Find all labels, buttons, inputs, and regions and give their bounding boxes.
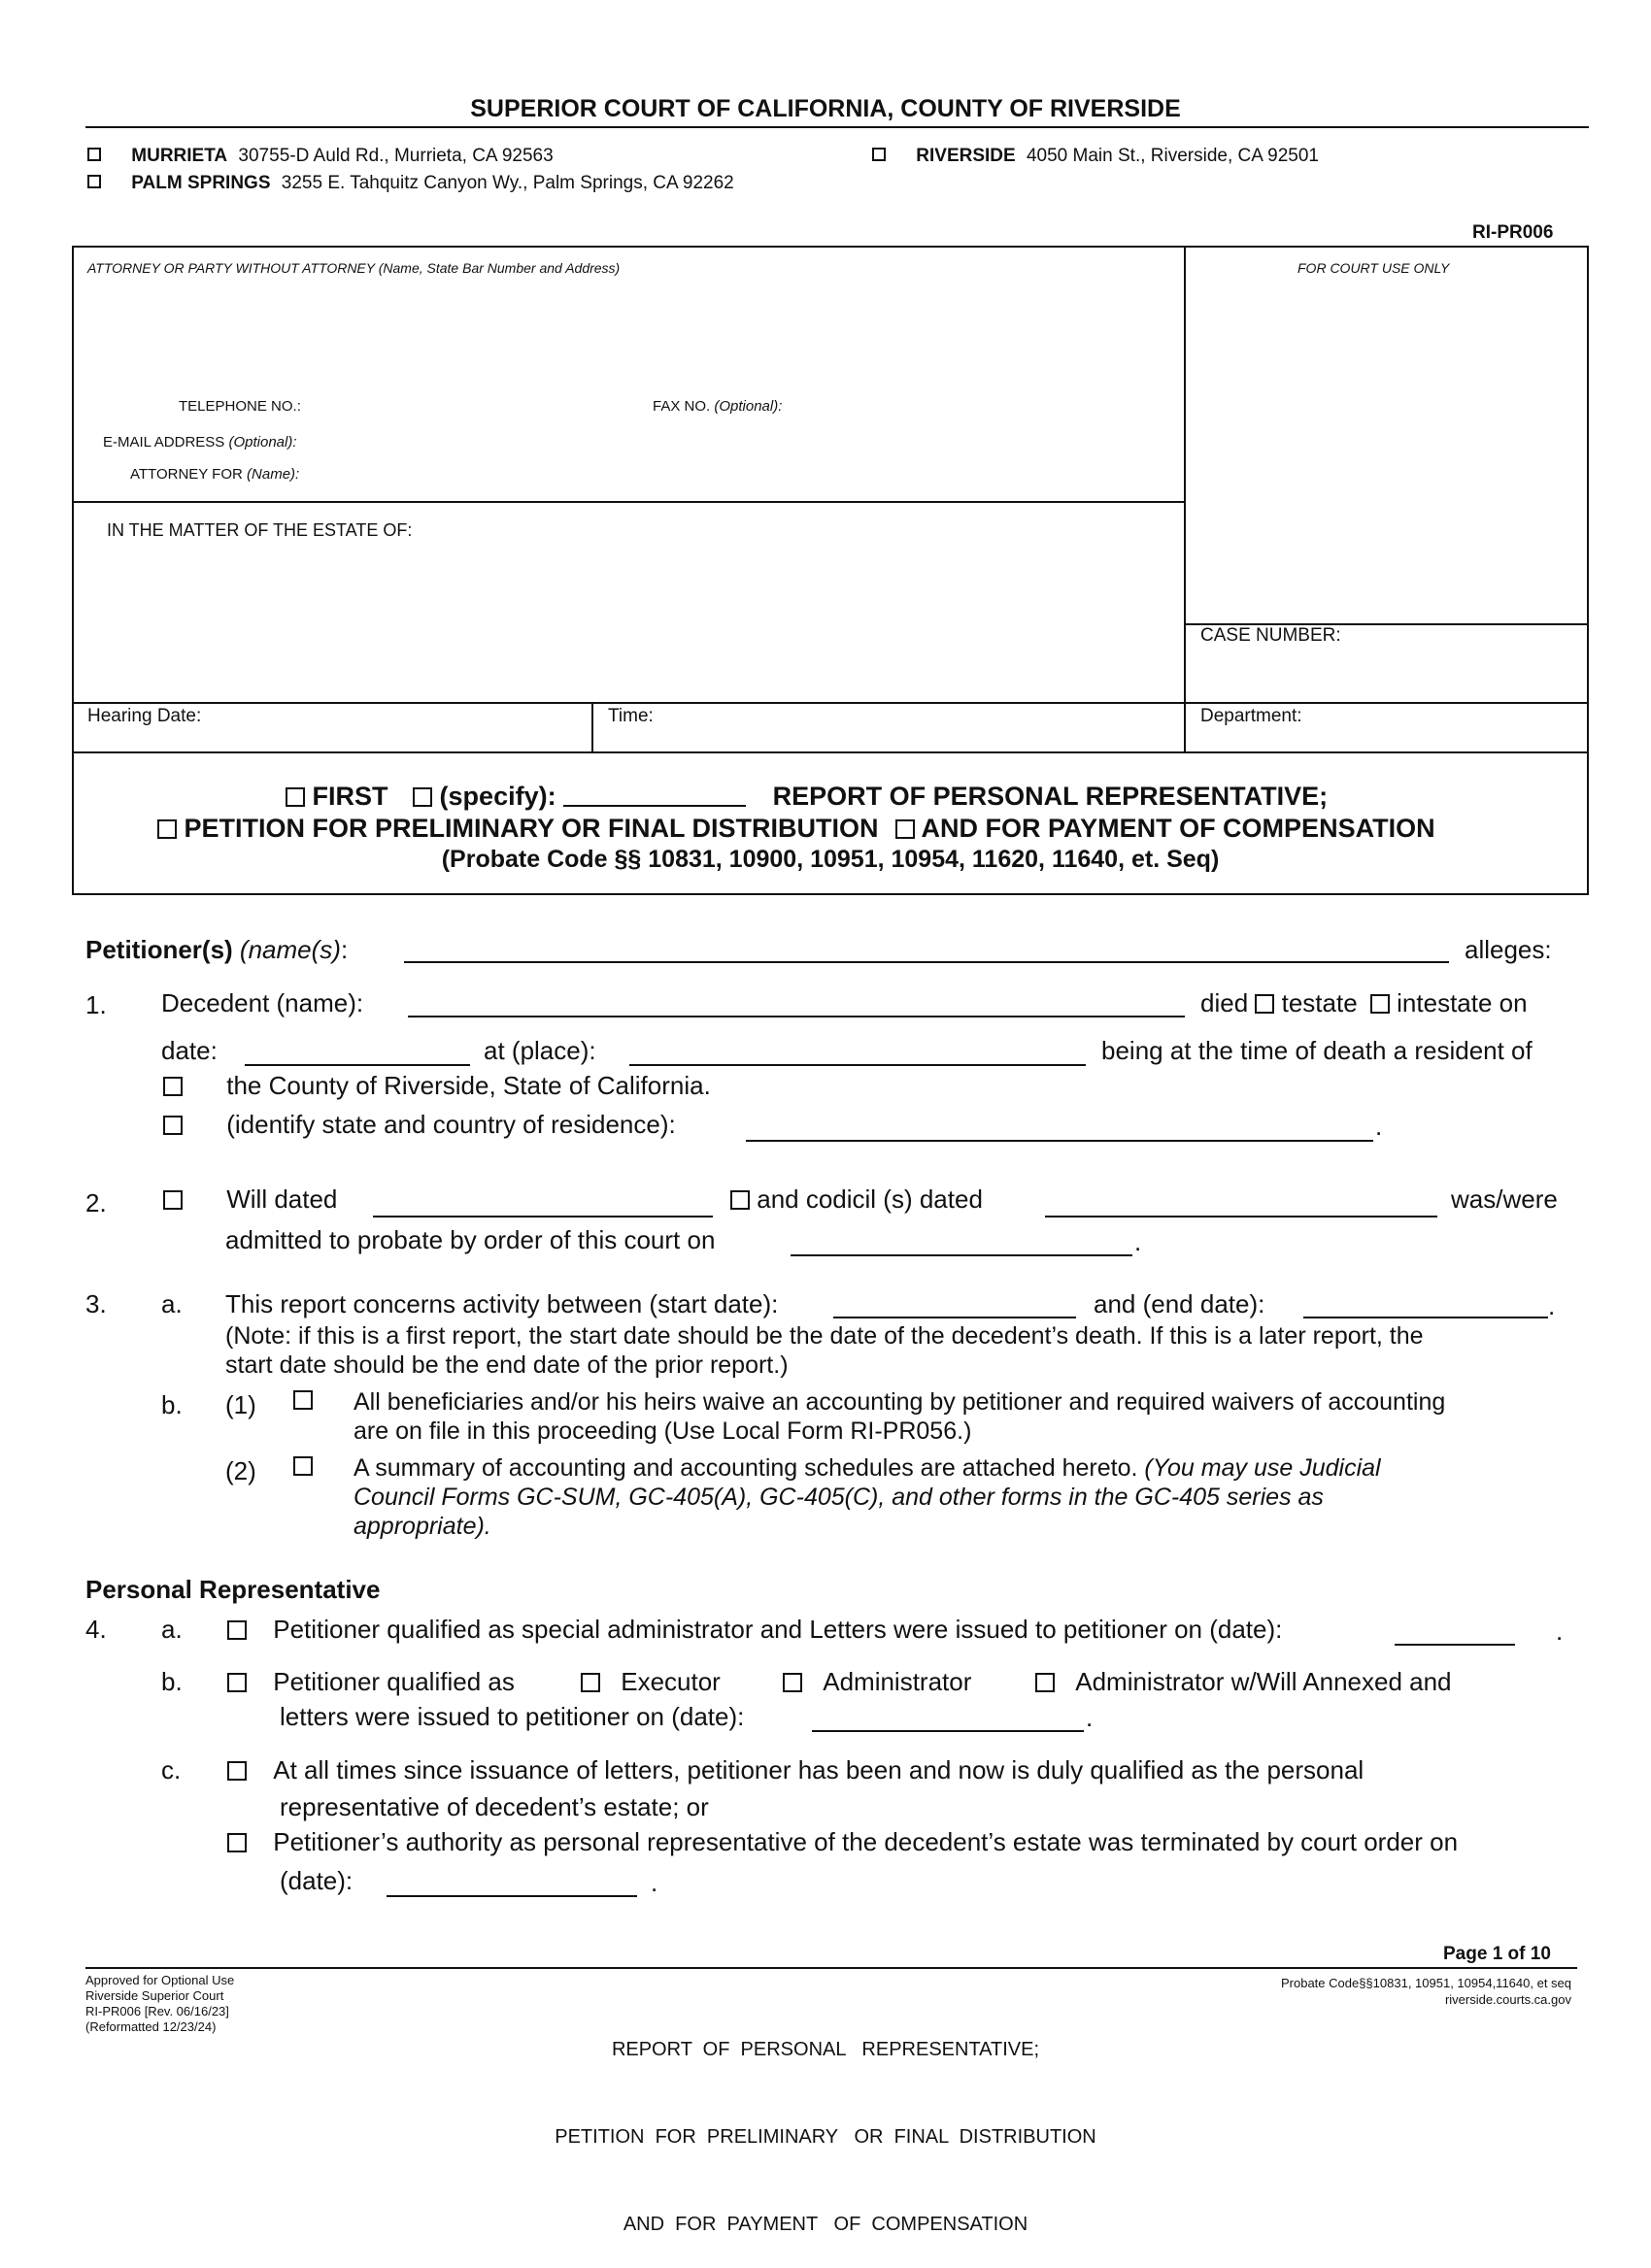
place-label: at (place): — [484, 1036, 596, 1065]
terminated-date-line[interactable] — [387, 1895, 637, 1897]
attorney-for-text: ATTORNEY FOR — [130, 466, 243, 483]
residence-line[interactable] — [746, 1140, 1373, 1142]
codicil-date-line[interactable] — [1045, 1216, 1437, 1217]
terminated-period: . — [651, 1868, 658, 1897]
item4-number: 4. — [85, 1615, 107, 1644]
attorney-section-rule — [72, 501, 1184, 503]
codicil-label: and codicil (s) dated — [757, 1184, 983, 1214]
specify-input-line[interactable] — [563, 784, 746, 807]
executor-label: Executor — [621, 1667, 721, 1696]
footer-title-2: PETITION FOR PRELIMINARY OR FINAL DISTRIBUTION — [555, 2126, 1096, 2148]
admin-will-checkbox[interactable] — [1035, 1673, 1055, 1692]
qualified-all-times-text-2: representative of decedent’s estate; or — [280, 1792, 709, 1821]
identify-label: (identify state and country of residence): — [226, 1110, 676, 1139]
death-place-line[interactable] — [629, 1064, 1086, 1066]
fax-label — [653, 398, 782, 415]
accounting-italic-1: (You may use Judicial — [1144, 1454, 1381, 1482]
intestate-label: intestate on — [1397, 988, 1528, 1017]
death-date-line[interactable] — [245, 1064, 470, 1066]
decedent-name-line[interactable] — [408, 1016, 1185, 1017]
personal-rep-heading: Personal Representative — [85, 1575, 381, 1604]
special-admin-date-line[interactable] — [1395, 1644, 1515, 1646]
email-optional: (Optional): — [228, 434, 297, 450]
waive-text-1: All beneficiaries and/or his heirs waive an accounting by petitioner and required waivers of accounting — [354, 1388, 1446, 1416]
codicil-checkbox[interactable] — [730, 1190, 750, 1210]
payment-label: AND FOR PAYMENT OF COMPENSATION — [921, 814, 1435, 843]
footer-site[interactable]: riverside.courts.ca.gov — [1444, 1992, 1571, 2007]
qualified-all-times-checkbox[interactable] — [227, 1761, 247, 1781]
riverside-checkbox[interactable] — [872, 148, 886, 161]
testate-label: testate — [1281, 988, 1358, 1017]
item3-number: 3. — [85, 1289, 107, 1318]
note-line-2: start date should be the end date of the prior report.) — [225, 1351, 789, 1379]
start-date-line[interactable] — [833, 1317, 1076, 1318]
palm-springs-checkbox[interactable] — [87, 175, 101, 188]
palm-springs-name: PALM SPRINGS — [131, 173, 271, 193]
item3b1-number: (1) — [225, 1390, 256, 1419]
telephone-label: TELEPHONE NO.: — [179, 398, 301, 415]
date-label: date: — [161, 1036, 218, 1065]
item4c-letter: c. — [161, 1755, 182, 1784]
waive-text-2: are on file in this proceeding (Use Local Form RI-PR056.) — [354, 1418, 972, 1445]
footer-approved — [85, 1973, 234, 2035]
footer-title-3: AND FOR PAYMENT OF COMPENSATION — [623, 2214, 1028, 2235]
court-use-label: FOR COURT USE ONLY — [1297, 260, 1450, 276]
admin-will-option — [1035, 1667, 1452, 1697]
end-date-label: and (end date): — [1094, 1289, 1265, 1318]
footer-code-text: Probate Code§§10831, 10951, 10954,11640, et seq — [1280, 1976, 1571, 1990]
location-riverside — [872, 146, 1319, 167]
riverside-address: 4050 Main St., Riverside, CA 92501 — [1026, 146, 1319, 166]
activity-label: This report concerns activity between (start date): — [225, 1289, 779, 1318]
caption-box — [72, 246, 1589, 753]
end-date-period: . — [1548, 1291, 1556, 1320]
resident-label: being at the time of death a resident of — [1101, 1036, 1533, 1065]
special-admin-option — [227, 1615, 1282, 1645]
murrieta-checkbox[interactable] — [87, 148, 101, 161]
item3b-letter: b. — [161, 1390, 183, 1419]
died-label: died — [1200, 988, 1249, 1017]
item3a-letter: a. — [161, 1289, 183, 1318]
will-date-line[interactable] — [373, 1216, 713, 1217]
attorney-for-label — [130, 466, 299, 483]
decedent-label: Decedent (name): — [161, 988, 364, 1017]
qualified-all-times-label: At all times since issuance of letters, petitioner has been and now is duly qualified as the personal — [273, 1755, 1365, 1784]
footer-title-1: REPORT OF PERSONAL REPRESENTATIVE; — [611, 2039, 1040, 2060]
item3b2-number: (2) — [225, 1456, 256, 1485]
will-checkbox[interactable] — [163, 1190, 183, 1210]
waive-accounting-checkbox[interactable] — [293, 1390, 313, 1410]
time-label: Time: — [608, 706, 654, 726]
approved-text: Approved for Optional Use — [85, 1973, 235, 1987]
email-text: E-MAIL ADDRESS — [103, 434, 225, 450]
county-checkbox[interactable] — [163, 1077, 183, 1096]
page-number: Page 1 of 10 — [1443, 1944, 1551, 1964]
riverside-name: RIVERSIDE — [916, 146, 1016, 166]
location-murrieta — [87, 146, 554, 167]
caption-divider — [1184, 246, 1186, 753]
petitioner-name-line[interactable] — [404, 961, 1449, 963]
footer-title — [486, 1977, 1165, 2268]
header-rule — [85, 126, 1589, 128]
administrator-checkbox[interactable] — [783, 1673, 802, 1692]
palm-springs-address: 3255 E. Tahquitz Canyon Wy., Palm Springs, CA 92262 — [281, 173, 734, 193]
petitioner-names: (name(s) — [239, 935, 341, 964]
accounting-text: A summary of accounting and accounting schedules are attached hereto. — [354, 1454, 1138, 1482]
title-line-2 — [157, 814, 1435, 844]
accounting-attached-checkbox[interactable] — [293, 1456, 313, 1476]
petitioner-colon: : — [340, 935, 349, 964]
letters-period: . — [1086, 1703, 1094, 1732]
admitted-period: . — [1134, 1227, 1142, 1256]
reformatted-text: (Reformatted 12/23/24) — [85, 2019, 217, 2034]
intestate-checkbox[interactable] — [1370, 994, 1390, 1014]
administrator-label: Administrator — [823, 1667, 972, 1696]
accounting-attached-option — [293, 1456, 313, 1479]
executor-option — [581, 1667, 721, 1697]
case-number-label: CASE NUMBER: — [1200, 625, 1341, 646]
terminated-date-label: (date): — [280, 1866, 354, 1895]
letters-date-line[interactable] — [812, 1730, 1084, 1732]
other-residence-option — [163, 1110, 676, 1140]
murrieta-address: 30755-D Auld Rd., Murrieta, CA 92563 — [238, 146, 554, 166]
petitioner-bold: Petitioner(s) — [85, 935, 233, 964]
fax-optional: (Optional): — [714, 398, 783, 415]
qualified-checkbox[interactable] — [227, 1673, 247, 1692]
hearing-rule — [72, 702, 1589, 704]
terminated-label: Petitioner’s authority as personal representative of the decedent’s estate was terminated by court order on — [273, 1827, 1459, 1856]
will-option — [163, 1184, 337, 1215]
first-label: FIRST — [312, 782, 388, 811]
attorney-for-optional: (Name): — [247, 466, 300, 483]
petition-label: PETITION FOR PRELIMINARY OR FINAL DISTRIBUTION — [184, 814, 879, 843]
county-label: the County of Riverside, State of California. — [226, 1071, 711, 1100]
admitted-label: admitted to probate by order of this court on — [225, 1225, 716, 1254]
item4a-letter: a. — [161, 1615, 183, 1644]
qualified-label: Petitioner qualified as — [273, 1667, 515, 1696]
executor-checkbox[interactable] — [581, 1673, 600, 1692]
footer-code — [1191, 1975, 1571, 2008]
court-text: Riverside Superior Court — [85, 1988, 224, 2003]
accounting-italic-2: Council Forms GC-SUM, GC-405(A), GC-405(C), and other forms in the GC-405 series as — [354, 1484, 1324, 1511]
qualified-all-times-option — [227, 1755, 1364, 1785]
hearing-divider — [591, 702, 593, 753]
will-label: Will dated — [226, 1184, 338, 1214]
item1-number: 1. — [85, 990, 107, 1019]
terminated-checkbox[interactable] — [227, 1833, 247, 1852]
attorney-label: ATTORNEY OR PARTY WITHOUT ATTORNEY (Name, State Bar Number and Address) — [87, 260, 621, 276]
probate-code-line: (Probate Code §§ 10831, 10900, 10951, 10954, 11620, 11640, et. Seq) — [441, 846, 1220, 873]
county-option — [163, 1071, 711, 1101]
item2-number: 2. — [85, 1188, 107, 1217]
specify-checkbox[interactable] — [413, 787, 432, 807]
administrator-option — [783, 1667, 971, 1697]
qualified-option — [227, 1667, 515, 1697]
accounting-italic-3: appropriate). — [354, 1513, 491, 1540]
item4b-letter: b. — [161, 1667, 183, 1696]
footer-rule — [85, 1967, 1577, 1969]
estate-matter-label: IN THE MATTER OF THE ESTATE OF: — [107, 520, 413, 540]
report-label: REPORT OF PERSONAL REPRESENTATIVE; — [772, 782, 1329, 811]
died-group — [1200, 988, 1528, 1018]
end-date-line[interactable] — [1303, 1317, 1548, 1318]
title-line-1 — [286, 782, 1328, 812]
special-admin-period: . — [1556, 1617, 1564, 1646]
special-admin-label: Petitioner qualified as special administrator and Letters were issued to petitioner on (date): — [273, 1615, 1283, 1644]
first-checkbox[interactable] — [286, 787, 305, 807]
location-palm-springs — [87, 173, 734, 194]
residence-period: . — [1375, 1112, 1383, 1141]
terminated-option — [227, 1827, 1458, 1857]
alleges-label: alleges: — [1465, 935, 1552, 964]
accounting-text-1 — [354, 1454, 1381, 1483]
murrieta-name: MURRIETA — [131, 146, 228, 166]
petitioner-label — [85, 935, 348, 965]
hearing-date-label: Hearing Date: — [87, 706, 202, 726]
note-line-1: (Note: if this is a first report, the start date should be the date of the decedent’s death. If this is a later report, the — [225, 1322, 1424, 1350]
department-label: Department: — [1200, 706, 1302, 726]
admin-will-label: Administrator w/Will Annexed and — [1075, 1667, 1452, 1696]
form-id: RI-PR006 — [1472, 222, 1554, 243]
email-label — [103, 434, 297, 450]
codicil-option — [730, 1184, 983, 1215]
letters-label: letters were issued to petitioner on (date): — [280, 1702, 745, 1731]
waswere-label: was/were — [1451, 1184, 1558, 1214]
waive-accounting-option — [293, 1390, 313, 1413]
petition-checkbox[interactable] — [157, 819, 177, 839]
special-admin-checkbox[interactable] — [227, 1620, 247, 1640]
fax-text: FAX NO. — [653, 398, 711, 415]
specify-label: (specify): — [439, 782, 556, 811]
rev-text: RI-PR006 [Rev. 06/16/23] — [85, 2004, 229, 2018]
court-title: SUPERIOR COURT OF CALIFORNIA, COUNTY OF RIVERSIDE — [470, 95, 1181, 122]
admitted-date-line[interactable] — [791, 1254, 1132, 1256]
testate-checkbox[interactable] — [1255, 994, 1274, 1014]
payment-checkbox[interactable] — [895, 819, 915, 839]
other-residence-checkbox[interactable] — [163, 1116, 183, 1135]
